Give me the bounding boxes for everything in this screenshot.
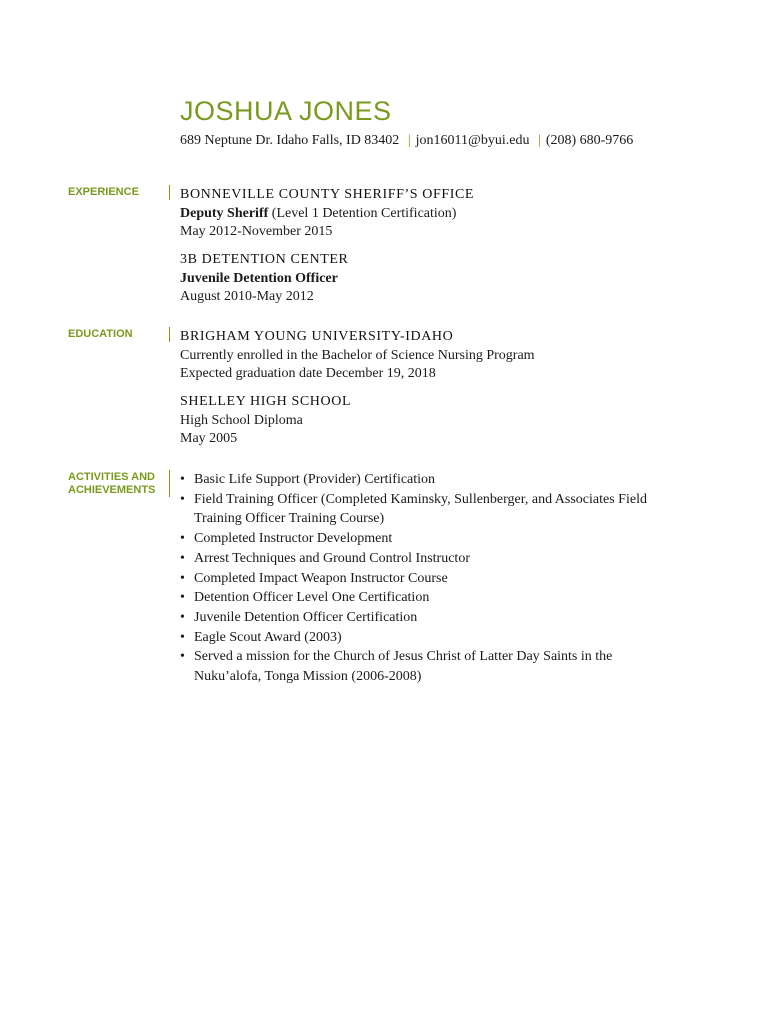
job-title-note: (Level 1 Detention Certification) <box>268 206 457 221</box>
contact-line <box>180 133 633 149</box>
education-detail: Currently enrolled in the Bachelor of Science Nursing Program <box>180 348 535 363</box>
list-item: • Completed Instructor Development <box>180 529 660 549</box>
section-label-activities <box>68 471 168 497</box>
section-divider <box>169 185 170 200</box>
organization-name: 3B DETENTION CENTER <box>180 252 349 267</box>
list-item: • Juvenile Detention Officer Certification <box>180 608 660 628</box>
contact-separator: | <box>407 133 411 148</box>
education-detail: May 2005 <box>180 431 238 446</box>
organization-name: BONNEVILLE COUNTY SHERIFF’S OFFICE <box>180 187 475 202</box>
job-title-line <box>180 205 474 223</box>
experience-entry <box>180 186 474 241</box>
list-item: • Arrest Techniques and Ground Control Instructor <box>180 549 660 569</box>
list-item: • Completed Impact Weapon Instructor Course <box>180 569 660 589</box>
job-title-line <box>180 270 349 288</box>
education-detail: Expected graduation date December 19, 2018 <box>180 366 436 381</box>
employment-dates: May 2012-November 2015 <box>180 224 333 239</box>
phone: (208) 680-9766 <box>545 133 634 148</box>
section-label-experience: EXPERIENCE <box>68 186 139 198</box>
section-label-line: ACHIEVEMENTS <box>68 484 156 496</box>
education-detail: High School Diploma <box>180 413 303 428</box>
education-entry <box>180 328 535 383</box>
contact-separator: | <box>538 133 541 148</box>
activities-list <box>180 470 660 687</box>
section-label-line: ACTIVITIES AND <box>68 471 155 483</box>
employment-dates: August 2010-May 2012 <box>180 289 314 304</box>
experience-entry <box>180 251 349 306</box>
list-item: • Basic Life Support (Provider) Certification <box>180 470 660 490</box>
job-title: Juvenile Detention Officer <box>180 271 338 286</box>
list-item: • Eagle Scout Award (2003) <box>180 628 660 648</box>
section-divider <box>169 470 170 497</box>
resume-name: JOSHUA JONES <box>180 96 392 126</box>
list-item: • Field Training Officer (Completed Kaminsky, Sullenberger, and Associates Field Training Officer Training Course) <box>180 490 660 529</box>
section-label-education: EDUCATION <box>68 328 133 340</box>
address: 689 Neptune Dr. Idaho Falls, ID 83402 <box>180 133 400 148</box>
email[interactable]: jon16011@byui.edu <box>415 133 530 148</box>
list-item: • Served a mission for the Church of Jesus Christ of Latter Day Saints in the Nuku’alofa, Tonga Mission (2006-2008) <box>180 647 660 686</box>
school-name: BRIGHAM YOUNG UNIVERSITY-IDAHO <box>180 329 454 344</box>
list-item: • Detention Officer Level One Certification <box>180 588 660 608</box>
job-title: Deputy Sheriff <box>180 206 269 221</box>
education-entry <box>180 393 351 448</box>
section-divider <box>169 327 170 342</box>
school-name: SHELLEY HIGH SCHOOL <box>180 394 352 409</box>
